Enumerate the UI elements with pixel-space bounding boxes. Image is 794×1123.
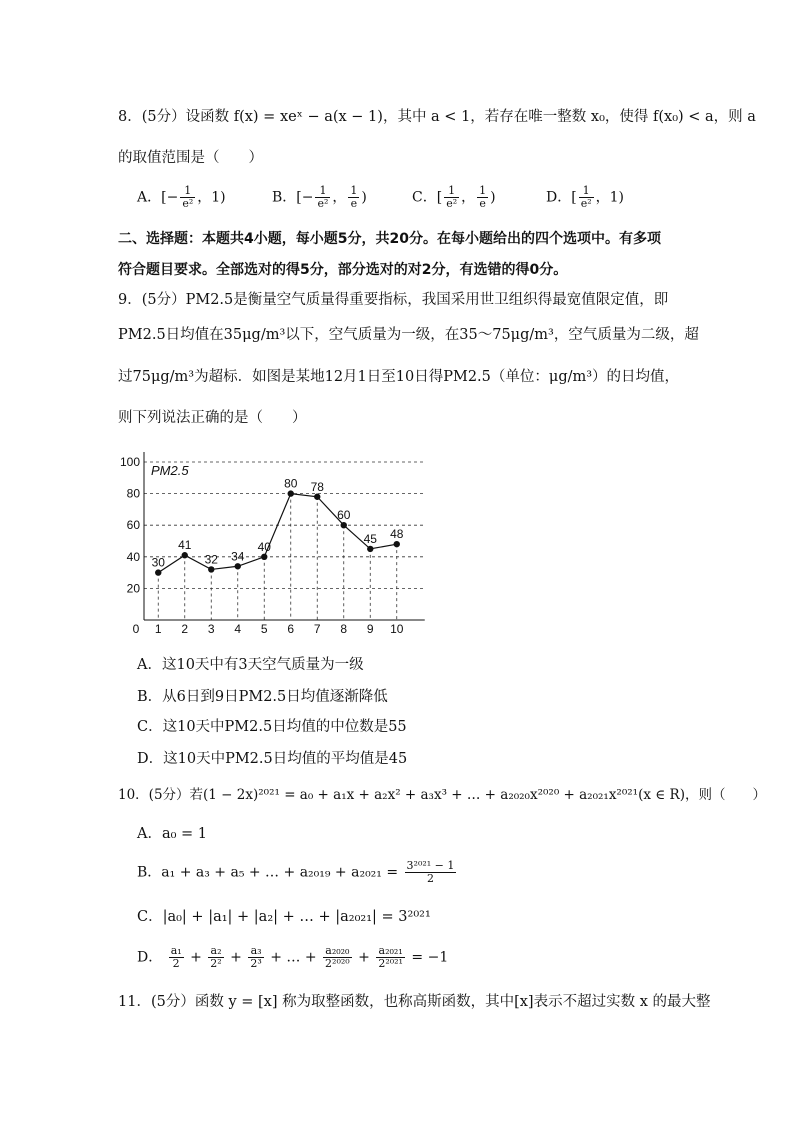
q10-option-a[interactable]: A．a₀ = 1 [137,826,208,842]
q9-option-c[interactable]: C．这10天中PM2.5日均值的中位数是55 [137,719,407,735]
x-tick-label: 8 [340,622,348,636]
data-point [235,563,241,569]
q9-stem-line3: 过75μg/m³为超标．如图是某地12月1日至10日得PM2.5（单位：μg/m³）的日均值， [118,369,680,385]
q11-stem-line1: 11．(5分）函数 y = [x] 称为取整函数，也称高斯函数，其中[x]表示不超过实数 x 的最大整 [118,994,711,1010]
q10-option-c[interactable]: C．|a₀| + |a₁| + |a₂| + … + |a₂₀₂₁| = 3²⁰²¹ [137,909,431,925]
data-point [367,546,373,552]
y-tick-label: 100 [119,455,140,469]
fraction: $\frac{\text{3²⁰²¹ − 1}}{2}$ [406,859,455,885]
section2-heading-line1: 二、选择题：本题共4小题，每小题5分，共20分。在每小题给出的四个选项中。有多项 [118,231,661,247]
fraction: $\frac{\text{a₃}}{\text{2³}}$ [250,944,262,970]
x-tick-label: 7 [313,622,321,636]
q8-option-a[interactable]: A．[− $\frac{1}{\text{e²}}$ ，1) [137,184,226,210]
fraction: $\frac{1}{e}$ [350,184,358,210]
data-point [288,490,294,496]
fraction: $\frac{1}{\text{e²}}$ [317,184,329,210]
y-tick-label: 80 [126,486,140,501]
q8-option-c[interactable]: C．[ $\frac{1}{\text{e²}}$ ， $\frac{1}{e}$ ) [412,184,496,210]
q9-option-d[interactable]: D．这10天中PM2.5日均值的平均值是45 [137,751,408,767]
data-label: 78 [310,479,324,494]
y-tick-label: 40 [126,549,140,564]
data-point [394,541,400,547]
data-label: 45 [363,531,377,546]
q9-stem-line1: 9．(5分）PM2.5是衡量空气质量得重要指标，我国采用世卫组织得最宽值限定值，即 [118,292,669,308]
data-label: 34 [231,549,245,564]
q8-option-d[interactable]: D．[ $\frac{1}{\text{e²}}$ ，1) [546,184,624,210]
x-tick-label: 10 [390,622,404,636]
q10-stem: 10．(5分）若(1 − 2x)²⁰²¹ = a₀ + a₁x + a₂x² + a₃x³ + … + a₂₀₂₀x²⁰²⁰ + a₂₀₂₁x²⁰²¹(x ∈ R)，则（ ） [118,787,766,803]
q9-stem-line2: PM2.5日均值在35μg/m³以下，空气质量为一级，在35～75μg/m³，空气质量为二级，超 [118,327,699,343]
fraction: $\frac{\text{a₂₀₂₁}}{\text{2²⁰²¹}}$ [378,944,403,970]
fraction: $\frac{1}{\text{e²}}$ [446,184,458,210]
data-label: 60 [337,508,351,523]
series-line [158,494,397,573]
y-tick-label: 20 [126,581,140,596]
x-tick-label: 2 [181,622,189,636]
data-point [208,566,214,572]
x-tick-label: 4 [234,622,242,636]
data-point [155,569,161,575]
fraction: $\frac{\text{a₂₀₂₀}}{\text{2²⁰²⁰}}$ [325,944,350,970]
q10-option-b[interactable]: B．a₁ + a₃ + a₅ + … + a₂₀₁₉ + a₂₀₂₁ = $\frac{\text{3²⁰²¹ − 1}}{2}$ [137,859,455,885]
data-point [261,554,267,560]
x-tick-label: 5 [260,622,268,636]
origin-label: 0 [132,622,140,636]
data-point [314,494,320,500]
data-label: 48 [390,527,404,542]
section2-heading-line2: 符合题目要求。全部选对的得5分，部分选对的对2分，有选错的得0分。 [118,262,568,278]
pm25-line-chart [115,448,435,644]
data-label: 80 [284,476,298,491]
q9-stem-line4: 则下列说法正确的是（ ） [118,410,307,426]
data-point [341,522,347,528]
data-label: 30 [151,555,165,570]
fraction: $\frac{1}{\text{e²}}$ [580,184,592,210]
q9-option-a[interactable]: A．这10天中有3天空气质量为一级 [137,657,364,673]
x-tick-label: 3 [207,622,215,636]
x-tick-label: 6 [287,622,295,636]
fraction: $\frac{1}{\text{e²}}$ [182,184,194,210]
fraction: $\frac{1}{e}$ [479,184,487,210]
q9-option-b[interactable]: B．从6日到9日PM2.5日均值逐渐降低 [137,689,388,705]
chart-title: PM2.5 [151,463,189,478]
x-tick-label: 9 [366,622,374,636]
x-tick-label: 1 [154,622,162,636]
data-label: 41 [178,538,192,553]
y-tick-label: 60 [126,518,140,533]
fraction: $\frac{\text{a₁}}{2}$ [170,944,182,970]
data-label: 32 [204,552,218,567]
q8-stem-line1: 8．(5分）设函数 f(x) = xeˣ − a(x − 1)，其中 a < 1，若存在唯一整数 x₀，使得 f(x₀) < a，则 a [118,109,756,125]
q8-option-b[interactable]: B．[− $\frac{1}{\text{e²}}$ ， $\frac{1}{e}$ ) [272,184,367,210]
q8-option-a-label: A．[− [137,189,179,206]
q8-stem-line2: 的取值范围是（ ） [118,150,263,166]
data-label: 40 [257,539,271,554]
q10-option-d[interactable]: D． $\frac{\text{a₁}}{2}$ + $\frac{\text{a₂}}{\text{2²}}$ + $\frac{\text{a₃}}{\text{2³}}$ + … + $\frac{\text{a₂₀₂₀}}{\text{2²⁰²⁰}}$ + $\frac{\text{a₂₀₂₁}}{\text{2²⁰²¹}}$ = −1 [137,944,449,970]
data-point [182,552,188,558]
fraction: $\frac{\text{a₂}}{\text{2²}}$ [210,944,222,970]
